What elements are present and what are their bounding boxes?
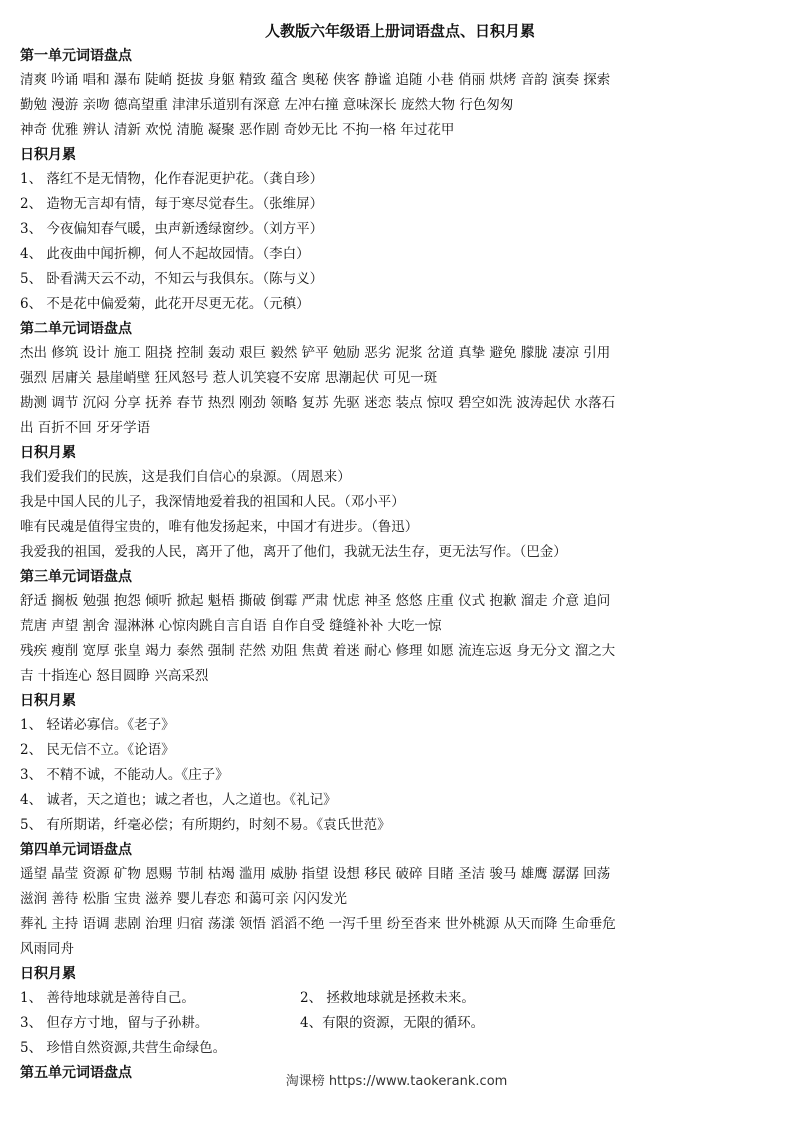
unit1-quote: 6、 不是花中偏爱菊，此花开尽更无花。（元稹）: [20, 296, 310, 312]
unit3-quote: 2、 民无信不立。《论语》: [20, 742, 175, 758]
unit4-words-line: 滋润 善待 松脂 宝贵 滋养 婴儿春恋 和蔼可亲 闪闪发光: [20, 891, 348, 907]
unit4-quote: 4、有限的资源，无限的循环。: [300, 1015, 485, 1031]
unit2-words-line: 出 百折不回 牙牙学语: [20, 420, 151, 436]
unit5-heading: 第五单元词语盘点: [20, 1065, 132, 1081]
unit1-words-line: 神奇 优雅 辨认 清新 欢悦 清脆 凝聚 恶作剧 奇妙无比 不拘一格 年过花甲: [20, 122, 455, 138]
unit2-words-line: 勘测 调节 沉闷 分享 抚养 春节 热烈 刚劲 领略 复苏 先驱 迷恋 装点 惊叹 碧空如洗 波涛起伏 水落石: [20, 395, 616, 411]
unit4-words-line: 葬礼 主持 语调 悲剧 治理 归宿 荡漾 领悟 滔滔不绝 一泻千里 纷至沓来 世外桃源 从天而降 生命垂危: [20, 916, 616, 932]
unit3-quote: 4、 诚者，天之道也；诚之者也，人之道也。《礼记》: [20, 792, 337, 808]
unit2-heading: 第二单元词语盘点: [20, 321, 132, 337]
unit1-words-line: 勤勉 漫游 亲吻 德高望重 津津乐道别有深意 左冲右撞 意味深长 庞然大物 行色匆匆: [20, 97, 514, 113]
unit4-words-line: 遥望 晶莹 资源 矿物 恩赐 节制 枯竭 滥用 威胁 指望 设想 移民 破碎 目睹 圣洁 骏马 雄鹰 潺潺 回荡: [20, 866, 611, 882]
unit4-quote: 2、 拯救地球就是拯救未来。: [300, 990, 475, 1006]
footer-watermark: 淘课榜 https://www.taokerank.com: [285, 1074, 508, 1089]
unit4-quote: 3、 但存方寸地，留与子孙耕。: [20, 1015, 209, 1031]
unit3-words-line: 舒适 搁板 勉强 抱怨 倾听 掀起 魁梧 撕破 倒霉 严肃 忧虑 神圣 悠悠 庄重 仪式 抱歉 溜走 介意 追问: [20, 593, 611, 609]
unit4-quote-row: [20, 1011, 780, 1036]
unit3-quote: 1、 轻诺必寡信。《老子》: [20, 717, 175, 733]
unit4-quote: 1、 善待地球就是善待自己。: [20, 990, 195, 1006]
page-title: 人教版六年级语上册词语盘点、日积月累: [264, 22, 535, 40]
unit1-quote: 5、 卧看满天云不动，不知云与我俱东。（陈与义）: [20, 271, 324, 287]
unit4-quote: 5、 珍惜自然资源,共营生命绿色。: [20, 1040, 227, 1056]
unit1-accumulation-heading: 日积月累: [20, 147, 76, 163]
unit1-words-line: 清爽 吟诵 唱和 瀑布 陡峭 挺拔 身躯 精致 蕴含 奥秘 侠客 静谧 追随 小巷 俏丽 烘烤 音韵 演奏 探索: [20, 72, 611, 88]
unit2-quote: 我是中国人民的儿子，我深情地爱着我的祖国和人民。（邓小平）: [20, 494, 405, 510]
unit2-quote: 唯有民魂是值得宝贵的，唯有他发扬起来，中国才有进步。（鲁迅）: [20, 519, 419, 535]
unit2-words-line: 杰出 修筑 设计 施工 阻挠 控制 轰动 艰巨 毅然 铲平 勉励 恶劣 泥浆 岔道 真挚 避免 朦胧 凄凉 引用: [20, 345, 611, 361]
unit4-quote-row: [20, 986, 780, 1011]
unit4-accumulation-heading: 日积月累: [20, 966, 76, 982]
unit1-quote: 3、 今夜偏知春气暖，虫声新透绿窗纱。（刘方平）: [20, 221, 324, 237]
unit3-heading: 第三单元词语盘点: [20, 569, 132, 585]
unit4-words-line: 风雨同舟: [20, 941, 74, 957]
unit1-quote: 1、 落红不是无情物，化作春泥更护花。（龚自珍）: [20, 171, 324, 187]
unit3-quote: 5、 有所期诺，纤毫必偿；有所期约，时刻不易。《袁氏世范》: [20, 817, 391, 833]
unit3-words-line: 残疾 瘦削 宽厚 张皇 竭力 泰然 强制 茫然 劝阻 焦黄 着迷 耐心 修理 如愿 流连忘返 身无分文 溜之大: [20, 643, 616, 659]
unit2-words-line: 强烈 居庸关 悬崖峭壁 狂风怒号 惹人讥笑寝不安席 思潮起伏 可见一斑: [20, 370, 438, 386]
unit3-accumulation-heading: 日积月累: [20, 693, 76, 709]
unit3-words-line: 荒唐 声望 割舍 湿淋淋 心惊肉跳自言自语 自作自受 缝缝补补 大吃一惊: [20, 618, 442, 634]
unit1-heading: 第一单元词语盘点: [20, 48, 132, 64]
unit2-accumulation-heading: 日积月累: [20, 445, 76, 461]
unit1-quote: 4、 此夜曲中闻折柳，何人不起故园情。（李白）: [20, 246, 310, 262]
unit3-words-line: 吉 十指连心 怒目圆睁 兴高采烈: [20, 668, 209, 684]
unit1-quote: 2、 造物无言却有情，每于寒尽觉春生。（张维屏）: [20, 196, 324, 212]
unit4-heading: 第四单元词语盘点: [20, 842, 132, 858]
unit2-quote: 我们爱我们的民族，这是我们自信心的泉源。（周恩来）: [20, 469, 351, 485]
unit2-quote: 我爱我的祖国，爱我的人民，离开了他，离开了他们，我就无法生存，更无法写作。（巴金）: [20, 544, 567, 560]
unit3-quote: 3、 不精不诚，不能动人。《庄子》: [20, 767, 229, 783]
document-page: [20, 20, 780, 1085]
